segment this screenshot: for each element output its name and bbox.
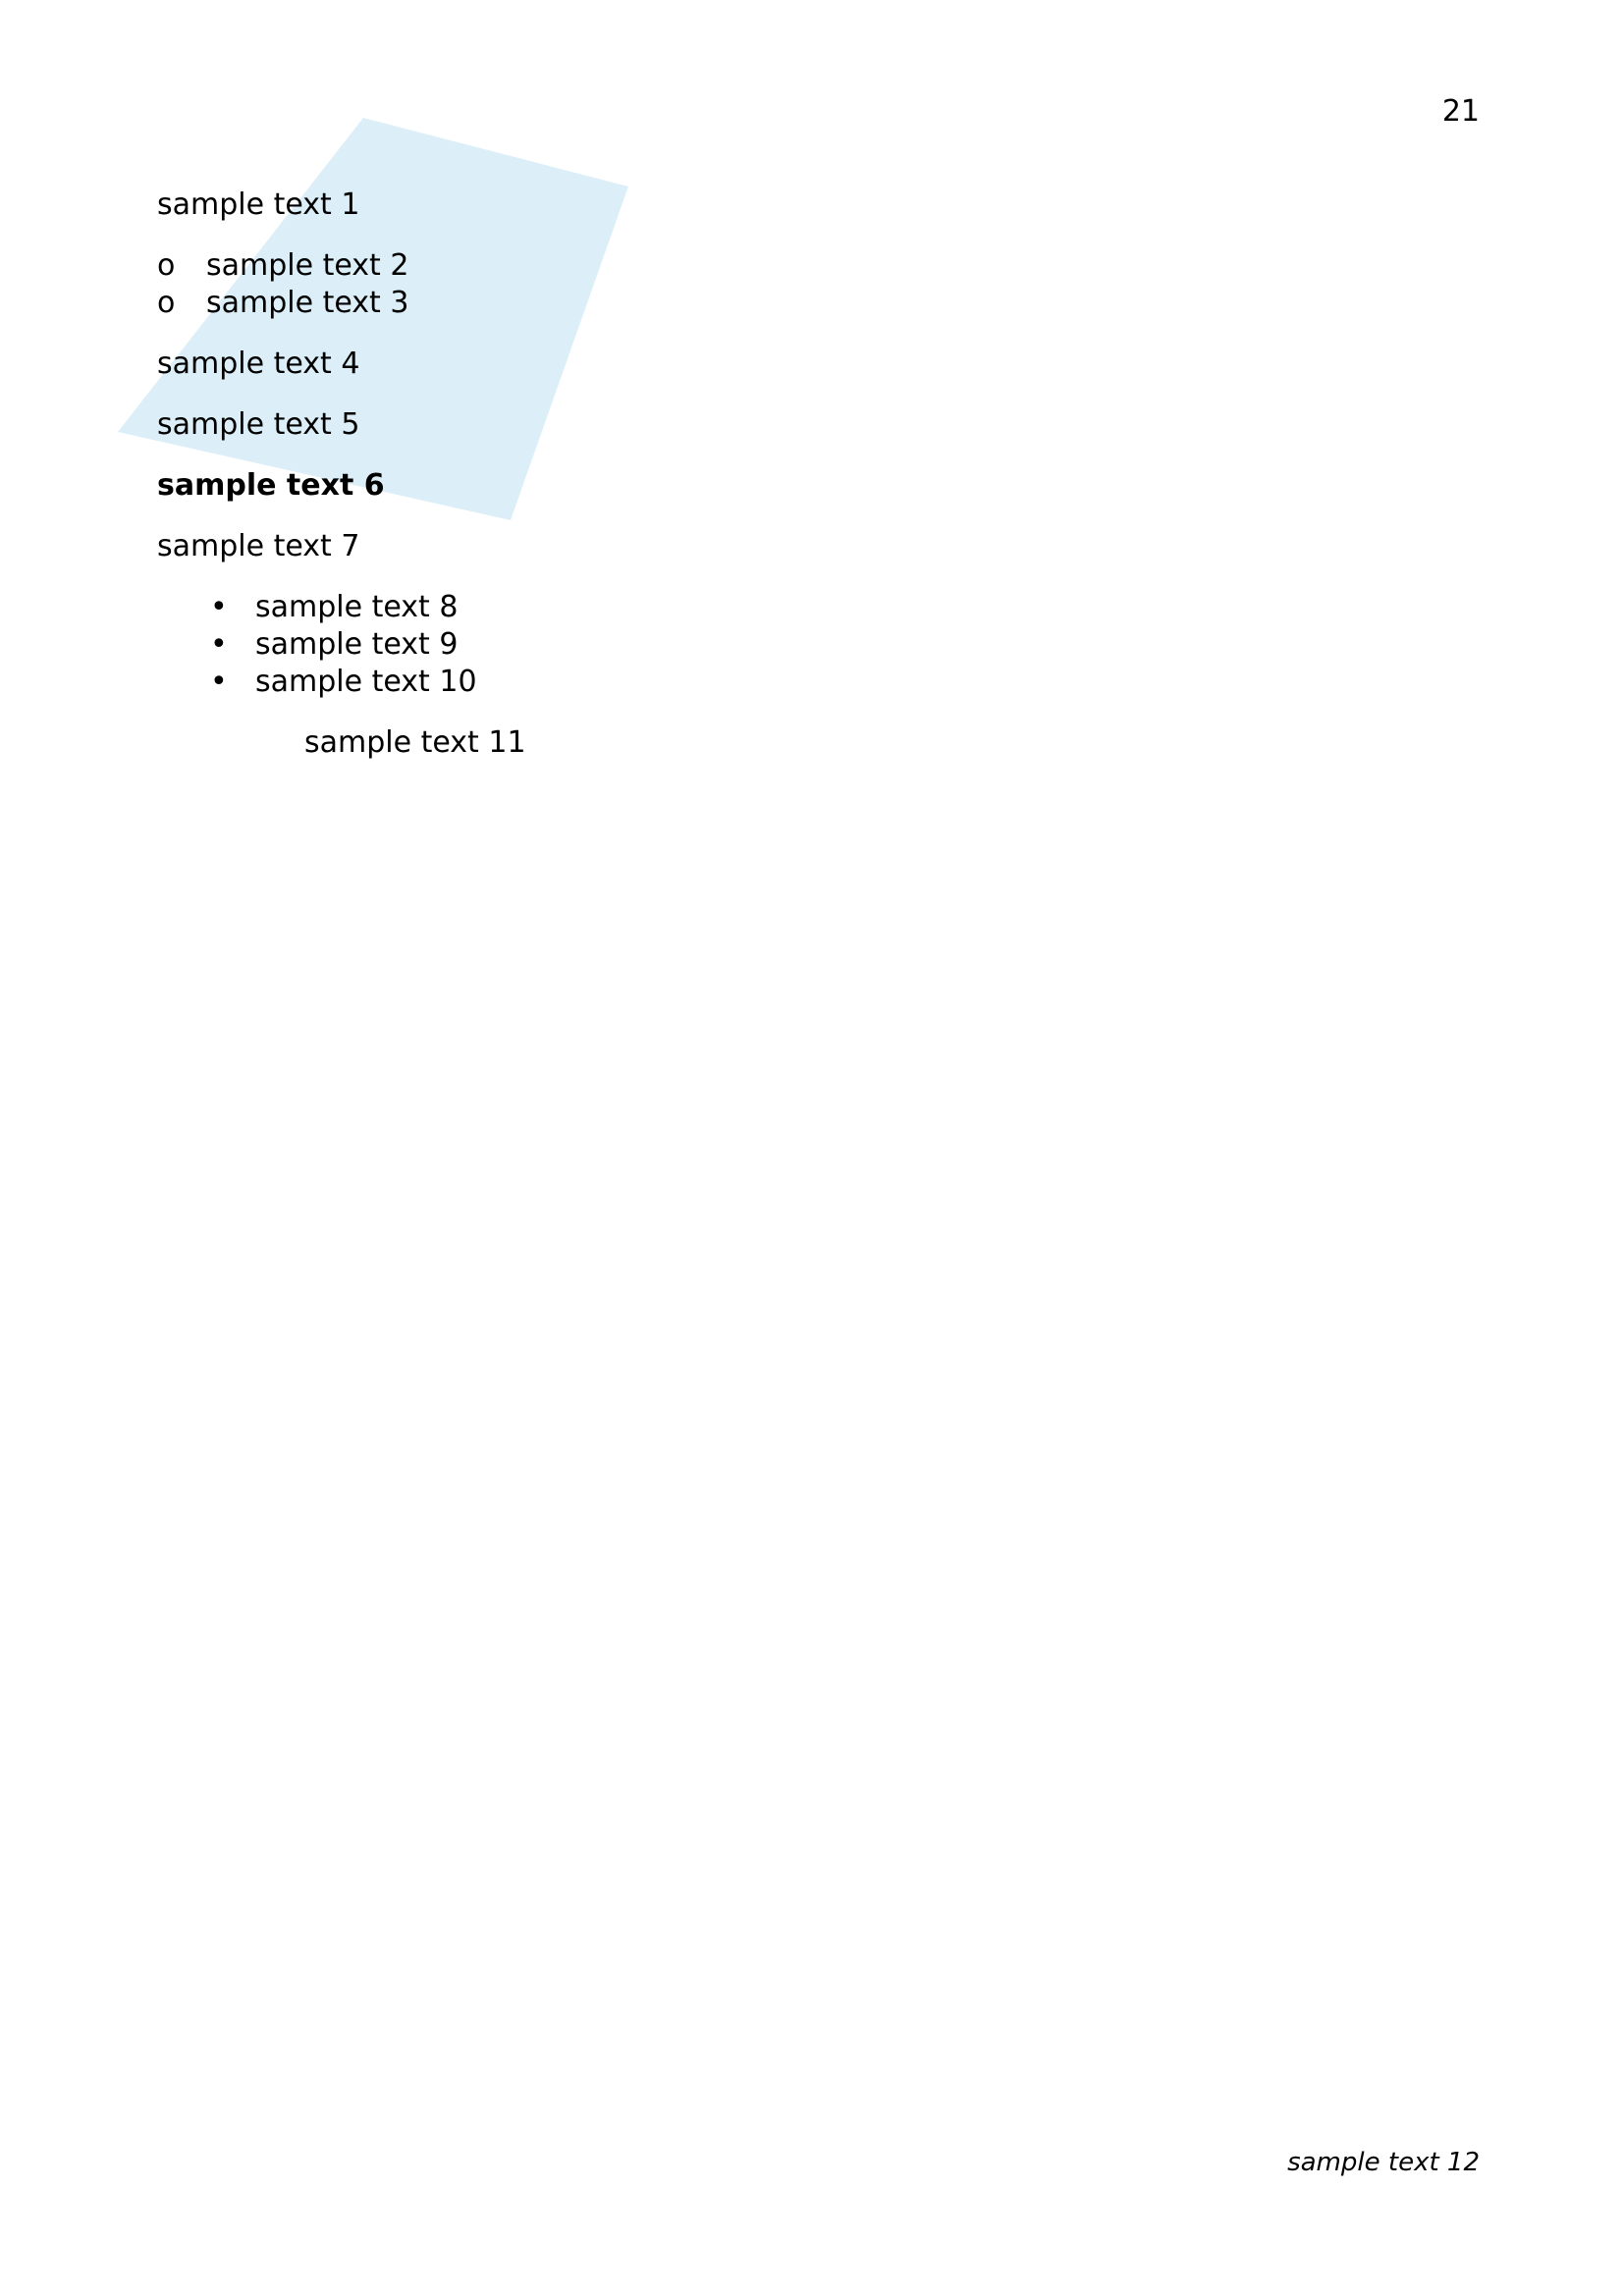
paragraph: sample text 5 xyxy=(157,407,360,442)
lead-text: sample text 7 xyxy=(157,529,360,563)
o-list xyxy=(157,247,1478,322)
list-item: • sample text 10 xyxy=(157,664,1478,701)
paragraph: sample text 4 xyxy=(157,347,360,381)
list-item: o sample text 3 xyxy=(157,285,1478,322)
page-number: 21 xyxy=(1441,94,1480,129)
inner-block xyxy=(304,724,1478,762)
footer-title: sample text 12 xyxy=(1287,2148,1480,2177)
section-heading: sample text 6 xyxy=(157,468,385,503)
bullet-list xyxy=(157,589,1478,701)
paragraph: sample text 11 xyxy=(304,725,526,760)
document-body xyxy=(157,187,1478,785)
list-item: • sample text 9 xyxy=(157,626,1478,664)
list-item: o sample text 2 xyxy=(157,247,1478,285)
intro-text: sample text 1 xyxy=(157,187,360,222)
list-item: • sample text 8 xyxy=(157,589,1478,626)
